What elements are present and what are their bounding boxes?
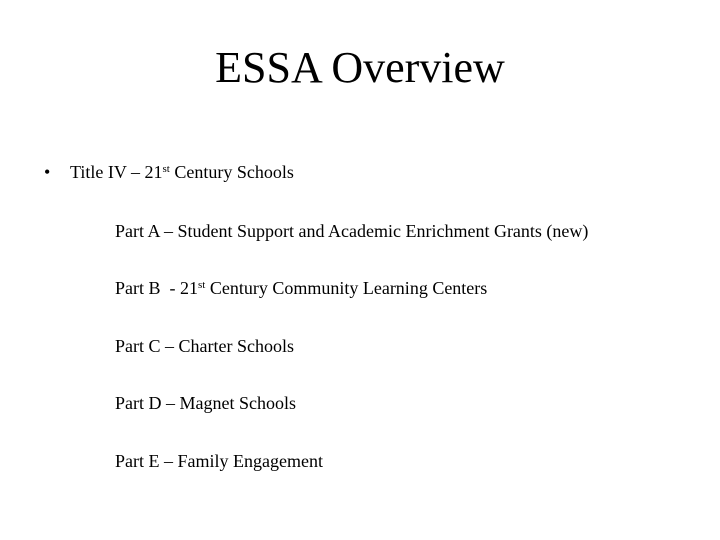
bullet-title-iv bbox=[44, 160, 294, 184]
part-b-text-suffix: Century Community Learning Centers bbox=[205, 278, 488, 298]
bullet-text-prefix: Title IV – 21 bbox=[70, 162, 163, 182]
part-d-item bbox=[115, 391, 296, 415]
bullet-text-superscript: st bbox=[162, 163, 170, 175]
part-b-item bbox=[115, 276, 487, 300]
bullet-text-suffix: Century Schools bbox=[169, 162, 294, 182]
part-c-item bbox=[115, 334, 294, 358]
part-a-text: Part A – Student Support and Academic Enrichment Grants (new) bbox=[115, 221, 589, 241]
part-e-item bbox=[115, 449, 323, 473]
part-a-item bbox=[115, 219, 588, 243]
part-b-text-prefix: Part B - 21 bbox=[115, 278, 198, 298]
slide-title: ESSA Overview bbox=[215, 43, 505, 92]
part-b-text-superscript: st bbox=[198, 279, 206, 291]
bullet-icon: • bbox=[44, 162, 51, 182]
part-d-text: Part D – Magnet Schools bbox=[115, 393, 296, 413]
part-c-text: Part C – Charter Schools bbox=[115, 336, 294, 356]
part-e-text: Part E – Family Engagement bbox=[115, 451, 323, 471]
